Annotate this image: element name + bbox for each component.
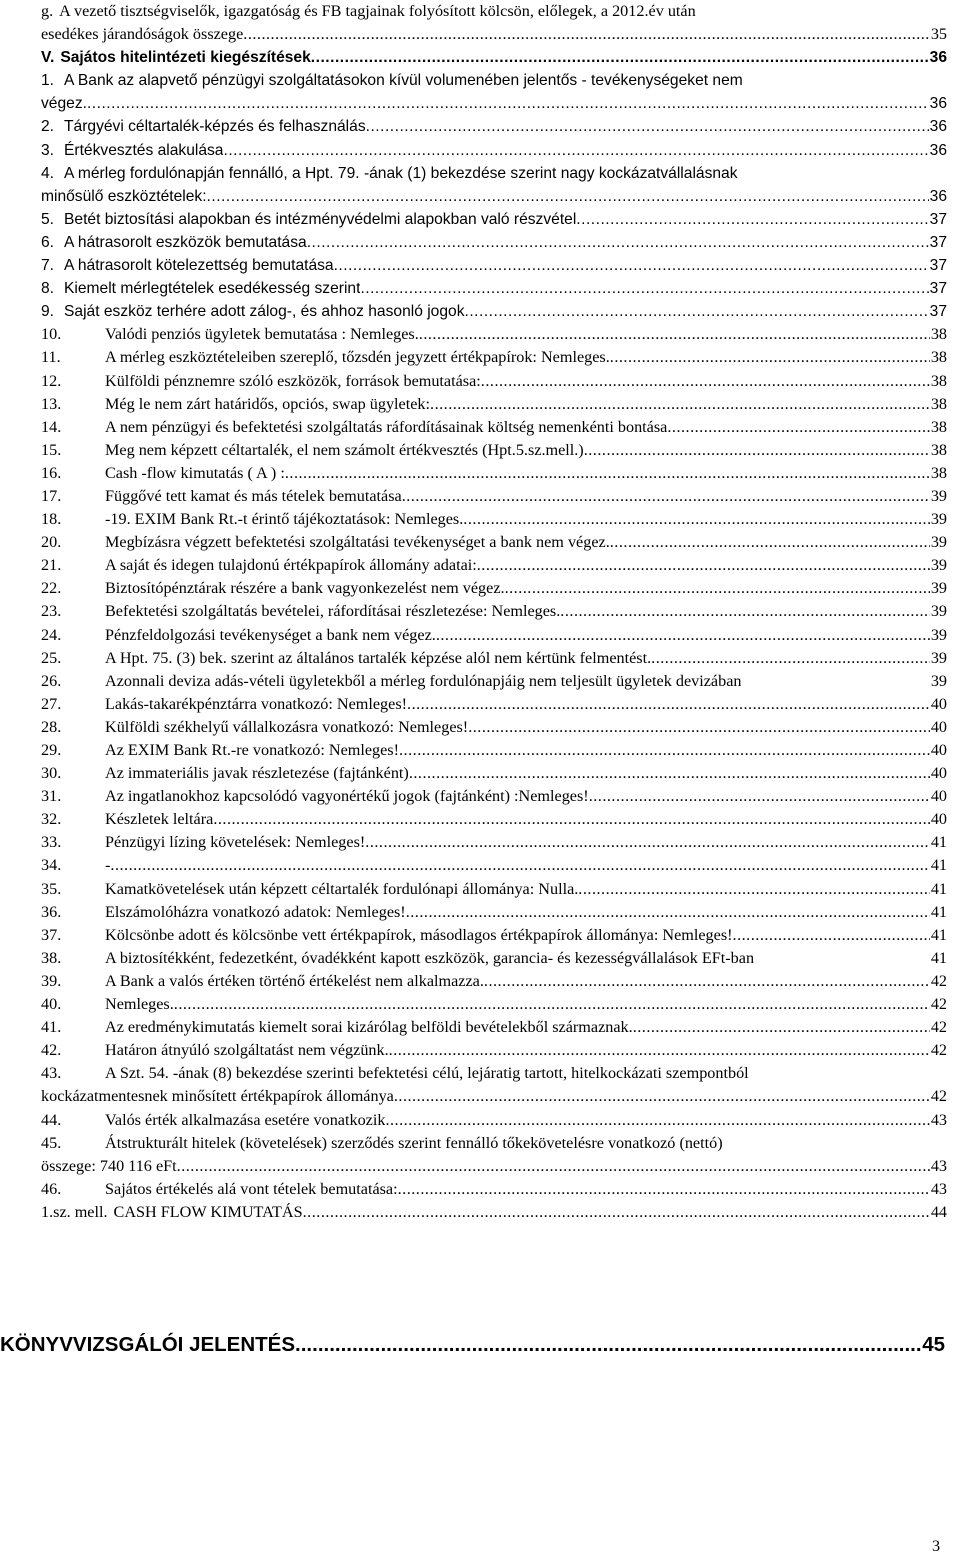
- toc-entry-title: Sajátos értékelés alá vont tételek bemutatása:: [105, 1179, 398, 1198]
- toc-entry-number: 6.: [41, 233, 55, 251]
- toc-entry[interactable]: [41, 600, 947, 623]
- toc-entry[interactable]: [41, 993, 947, 1016]
- toc-entry-page: 42: [930, 971, 947, 990]
- leader-dots: [633, 1016, 930, 1039]
- toc-entry-page: 40: [930, 694, 947, 713]
- toc-entry-title: A Hpt. 75. (3) bek. szerint az általános tartalék képzése alól nem kértünk felmentést.: [105, 648, 652, 667]
- leader-dots: [285, 462, 930, 485]
- leader-dots: [465, 300, 929, 323]
- toc-entry-title: A Szt. 54. -ának (8) bekezdése szerinti befektetési célú, lejáratig tartott, hitelkockázati szempontból: [105, 1064, 749, 1083]
- toc-entry[interactable]: [41, 346, 947, 369]
- leader-dots: [174, 993, 930, 1016]
- leader-dots: [733, 924, 930, 947]
- toc-entry-number: 26.: [41, 671, 62, 690]
- leader-dots: [385, 1109, 929, 1132]
- leader-dots: [419, 323, 930, 346]
- toc-entry-title: A Bank a valós értéken történő értékelést nem alkalmazza.: [105, 971, 484, 990]
- leader-dots: [651, 647, 930, 670]
- toc-entry-title: -19. EXIM Bank Rt.-t érintő tájékoztatások: Nemleges.: [105, 510, 464, 529]
- toc-entry-number: g.: [41, 2, 54, 20]
- toc-entry-page: 39: [930, 486, 947, 505]
- toc-entry[interactable]: [41, 739, 947, 762]
- leader-dots: [407, 693, 930, 716]
- toc-entry-number: 18.: [41, 510, 62, 529]
- toc-entry-number: 2.: [41, 118, 55, 136]
- leader-dots: [207, 185, 929, 208]
- toc-entry-number: 1.sz. mell.: [41, 1202, 108, 1221]
- toc-entry-title: Kölcsönbe adott és kölcsönbe vett értékpapírok, másodlagos értékpapírok állománya: Nemleges!: [105, 925, 733, 944]
- leader-dots: [578, 878, 930, 901]
- toc-entry-number: 41.: [41, 1018, 62, 1037]
- toc-entry-number: 23.: [41, 602, 62, 621]
- toc-entry-page: 38: [930, 325, 947, 344]
- toc-entry-title-continuation: esedékes járandóságok összege: [41, 25, 244, 44]
- toc-entry-title: Átstrukturált hitelek (követelések) szerződés szerint fennálló tőkekövetelésre vonatkozó (nettó): [105, 1133, 723, 1152]
- toc-entry[interactable]: [41, 924, 947, 947]
- toc-entry-title: Az ingatlanokhoz kapcsolódó vagyonértékű jogok (fajtánként) :Nemleges!: [105, 787, 589, 806]
- toc-entry-page: 43: [930, 1110, 947, 1129]
- leader-dots: [667, 416, 929, 439]
- leader-dots: [360, 277, 928, 300]
- toc-entry-page: 42: [930, 995, 947, 1014]
- toc-entry-page: 44: [930, 1202, 947, 1221]
- toc-entry-number: 28.: [41, 717, 62, 736]
- toc-entry-page: 39: [930, 648, 947, 667]
- toc-entry-page: 36: [929, 118, 947, 136]
- toc-entry-number: 8.: [41, 280, 55, 298]
- toc-entry-page: 42: [930, 1041, 947, 1060]
- toc-entry[interactable]: [41, 947, 947, 970]
- toc-entry-page: 41: [930, 833, 947, 852]
- leader-dots: [463, 508, 930, 531]
- toc-entry[interactable]: [41, 439, 947, 462]
- toc-entry-title: A mérleg eszköztételeiben szereplő, tőzsdén jegyzett értékpapírok: Nemleges.: [105, 348, 610, 367]
- leader-dots: [402, 485, 930, 508]
- toc-entry-page: 39: [930, 579, 947, 598]
- leader-dots: [610, 531, 930, 554]
- toc-entry[interactable]: [41, 716, 947, 739]
- toc-entry-page: 41: [930, 856, 947, 875]
- toc-entry-page: 39: [930, 602, 947, 621]
- toc-entry-number: 5.: [41, 210, 55, 228]
- toc-entry[interactable]: [41, 831, 947, 854]
- toc-entry-page: 41: [930, 902, 947, 921]
- toc-entry-title: A Bank az alapvető pénzügyi szolgáltatásokon kívül volumenében jelentős - tevékenységeket nem: [64, 72, 743, 90]
- toc-entry-page: 40: [930, 787, 947, 806]
- toc-entry[interactable]: [41, 1062, 947, 1108]
- toc-entry-number: 27.: [41, 694, 62, 713]
- toc-entry-number: 3.: [41, 141, 55, 159]
- toc-entry-number: 12.: [41, 371, 62, 390]
- toc-entry-page: 40: [930, 810, 947, 829]
- toc-entry-number: 36.: [41, 902, 62, 921]
- toc-entry-title: A biztosítékként, fedezetként, óvadékként kapott eszközök, garancia- és kezességvállalások EFt-ban: [105, 948, 755, 967]
- leader-dots: [406, 901, 930, 924]
- toc-entry-page: 41: [930, 925, 947, 944]
- toc-entry-page: 39: [930, 671, 947, 690]
- toc-entry-title-continuation: összege: 740 116 eFt: [41, 1156, 177, 1175]
- toc-entry-number: 13.: [41, 394, 62, 413]
- toc-entry-number: 22.: [41, 579, 62, 598]
- toc-entry[interactable]: [41, 416, 947, 439]
- toc-entry-page: 39: [930, 533, 947, 552]
- toc-entry-page: 40: [930, 741, 947, 759]
- toc-entry-page: 38: [930, 371, 947, 390]
- toc-entry[interactable]: [41, 162, 947, 208]
- toc-entry-title: Az EXIM Bank Rt.-re vonatkozó: Nemleges!: [105, 741, 399, 759]
- toc-entry[interactable]: [41, 808, 947, 831]
- toc-entry[interactable]: [41, 323, 947, 346]
- leader-dots: [307, 231, 929, 254]
- toc-entry-page: 43: [930, 1156, 947, 1175]
- toc-entry-page: 35: [930, 25, 947, 44]
- toc-entry-title-continuation: minősülő eszköztételek:: [41, 187, 207, 205]
- toc-entry-number: 46.: [41, 1179, 62, 1198]
- toc-entry-title: Valós érték alkalmazása esetére vonatkozik: [105, 1110, 386, 1129]
- toc-entry-page: 37: [929, 233, 947, 251]
- toc-entry[interactable]: [41, 208, 947, 231]
- toc-entry-title: A mérleg fordulónapján fennálló, a Hpt. 79. -ának (1) bekezdése szerint nagy kockázatvállalásnak: [64, 164, 738, 182]
- leader-dots: [399, 739, 930, 762]
- toc-entry[interactable]: [41, 1039, 947, 1062]
- toc-entry[interactable]: [41, 785, 947, 808]
- leader-dots: [430, 393, 930, 416]
- leader-dots: [477, 554, 930, 577]
- toc-entry[interactable]: [41, 878, 947, 901]
- toc-entry-title: Biztosítópénztárak részére a bank vagyonkezelést nem végez.: [105, 579, 505, 598]
- toc-entry[interactable]: [41, 254, 947, 277]
- toc-entry-number: 25.: [41, 648, 62, 667]
- toc-entry-title: Valódi penziós ügyletek bemutatása : Nemleges.: [105, 325, 419, 344]
- toc-entry[interactable]: [41, 531, 947, 554]
- leader-dots: [409, 762, 930, 785]
- toc-entry[interactable]: [41, 647, 947, 670]
- toc-entry-number: 33.: [41, 833, 62, 852]
- leader-dots: [334, 254, 929, 277]
- leader-dots: [394, 1085, 930, 1108]
- toc-entry-page: 38: [930, 394, 947, 413]
- toc-entry-number: 11.: [41, 348, 61, 367]
- toc-entry[interactable]: [41, 462, 947, 485]
- leader-dots: [223, 139, 928, 162]
- toc-entry[interactable]: [41, 970, 947, 993]
- toc-entry[interactable]: [41, 277, 947, 300]
- toc-entry-title-continuation: végez.: [41, 95, 87, 113]
- toc-entry-title: Értékvesztés alakulása: [64, 141, 224, 159]
- toc-entry-title: CASH FLOW KIMUTATÁS: [113, 1202, 303, 1221]
- toc-entry-page: 36: [929, 49, 947, 67]
- toc-entry-title: Még le nem zárt határidős, opciós, swap ügyletek:: [105, 394, 431, 413]
- toc-entry[interactable]: [41, 370, 947, 393]
- toc-entry-number: V.: [41, 49, 55, 67]
- toc-entry-number: 14.: [41, 417, 62, 436]
- toc-entry-number: 30.: [41, 764, 62, 783]
- toc-entry-page: 39: [930, 556, 947, 575]
- toc-entry-page: 36: [929, 95, 947, 113]
- toc-entry-number: 37.: [41, 925, 62, 944]
- toc-entry[interactable]: [41, 1178, 947, 1201]
- leader-dots: [295, 1330, 921, 1360]
- leader-dots: [213, 808, 930, 831]
- leader-dots: [481, 370, 930, 393]
- toc-entry-title: Külföldi pénznemre szóló eszközök, források bemutatása:: [105, 371, 481, 390]
- toc-entry-title: Készletek leltára: [105, 810, 214, 829]
- leader-dots: [110, 854, 929, 877]
- leader-dots: [589, 785, 930, 808]
- toc-entry-page: 42: [930, 1018, 947, 1037]
- leader-dots: [468, 716, 930, 739]
- toc-entry-number: 16.: [41, 463, 62, 482]
- toc-entry-title: Sajátos hitelintézeti kiegészítések: [60, 49, 311, 67]
- toc-entry-number: 39.: [41, 971, 62, 990]
- toc-entry-number: 45.: [41, 1133, 62, 1152]
- toc-entry[interactable]: [41, 0, 947, 46]
- toc-entry-number: 44.: [41, 1110, 62, 1129]
- toc-entry-number: 29.: [41, 741, 62, 759]
- audit-report-page: 45: [922, 1333, 945, 1356]
- toc-entry[interactable]: [41, 46, 947, 69]
- toc-entry[interactable]: [41, 393, 947, 416]
- toc-entry-title: A hátrasorolt eszközök bemutatása: [64, 233, 307, 251]
- toc-entry-title: Kamatkövetelések után képzett céltartalék fordulónapi állománya: Nulla.: [105, 879, 579, 898]
- toc-entry-page: 37: [929, 280, 947, 298]
- toc-entry[interactable]: [41, 901, 947, 924]
- toc-entry[interactable]: [41, 485, 947, 508]
- toc-entry-title: Pénzügyi lízing követelések: Nemleges!: [105, 833, 366, 852]
- toc-entry-number: 10.: [41, 325, 62, 344]
- toc-entry-title: Meg nem képzett céltartalék, el nem számolt értékvesztés (Hpt.5.sz.mell.): [105, 440, 584, 459]
- toc-entry[interactable]: [41, 762, 947, 785]
- leader-dots: [398, 1178, 930, 1201]
- leader-dots: [584, 439, 930, 462]
- toc-entry-title: Megbízásra végzett befektetési szolgáltatási tevékenységet a bank nem végez.: [105, 533, 610, 552]
- toc-entry[interactable]: [41, 1201, 947, 1224]
- toc-entry[interactable]: [41, 1132, 947, 1178]
- leader-dots: [311, 46, 929, 69]
- toc-entry-title: Tárgyévi céltartalék-képzés és felhasználás: [64, 118, 366, 136]
- toc-entry-number: 42.: [41, 1041, 62, 1060]
- toc-entry-title: Az immateriális javak részletezése (fajtánként): [105, 764, 409, 783]
- toc-entry-number: 43.: [41, 1064, 62, 1083]
- toc-entry-title: Pénzfeldolgozási tevékenységet a bank nem végez.: [105, 625, 436, 644]
- toc-entry-title: Cash -flow kimutatás ( A ) :: [105, 463, 285, 482]
- toc-entry-number: 1.: [41, 72, 55, 90]
- toc-entry[interactable]: [41, 508, 947, 531]
- leader-dots: [576, 208, 928, 231]
- toc-entry-page: 41: [930, 948, 947, 967]
- leader-dots: [610, 346, 930, 369]
- toc-entry-number: 15.: [41, 440, 62, 459]
- toc-entry-title: Nemleges.: [105, 995, 174, 1014]
- toc-entry-page: 38: [930, 463, 947, 482]
- leader-dots: [505, 577, 930, 600]
- leader-dots: [243, 23, 930, 46]
- toc-entry-number: 21.: [41, 556, 62, 575]
- toc-entry-page: 39: [930, 510, 947, 529]
- toc-entry-title: Lakás-takarékpénztárra vonatkozó: Nemleges!: [105, 694, 408, 713]
- toc-entry-page: 38: [930, 348, 947, 367]
- leader-dots: [436, 624, 930, 647]
- toc-entry-page: 36: [929, 187, 947, 205]
- toc-entry-page: 42: [930, 1087, 947, 1106]
- toc-entry-title: -: [105, 856, 111, 875]
- toc-entry-number: 4.: [41, 164, 55, 182]
- toc-entry-page: 39: [930, 625, 947, 644]
- leader-dots: [365, 831, 930, 854]
- toc-entry[interactable]: [41, 1016, 947, 1039]
- toc-entry-page: 38: [930, 417, 947, 436]
- toc-entry-title: Befektetési szolgáltatás bevételei, ráfordításai részletezése: Nemleges.: [105, 602, 561, 621]
- leader-dots: [560, 600, 930, 623]
- toc-entry-number: 34.: [41, 856, 62, 875]
- toc-entry-number: 9.: [41, 303, 55, 321]
- toc-entry-title-continuation: kockázatmentesnek minősített értékpapírok állománya: [41, 1087, 394, 1106]
- toc-entry-title: A nem pénzügyi és befektetési szolgáltatás ráfordításainak költség nemenkénti bontása: [105, 417, 668, 436]
- toc-entry-page: 38: [930, 440, 947, 459]
- toc-entry-page: 40: [930, 764, 947, 783]
- toc-entry[interactable]: [41, 139, 947, 162]
- toc-entry-number: 20.: [41, 533, 62, 552]
- toc-entry-title: Azonnali deviza adás-vételi ügyletekből a mérleg fordulónapjáig nem teljesült ügyletek devizában: [105, 671, 742, 690]
- toc-entry[interactable]: [41, 693, 947, 716]
- toc-entry-page: 41: [930, 879, 947, 898]
- toc-entry[interactable]: [41, 69, 947, 115]
- audit-report-entry[interactable]: [0, 1330, 945, 1360]
- toc-entry-title: Külföldi székhelyű vállalkozásra vonatkozó: Nemleges!: [105, 717, 469, 736]
- leader-dots: [366, 115, 929, 138]
- table-of-contents: [41, 0, 947, 1224]
- leader-dots: [303, 1201, 930, 1224]
- toc-entry-title: A saját és idegen tulajdonú értékpapírok állomány adatai:: [105, 556, 477, 575]
- toc-entry-title: A vezető tisztségviselők, igazgatóság és FB tagjainak folyósított kölcsön, előlegek, a 2012.év után: [59, 2, 696, 20]
- toc-entry[interactable]: [41, 854, 947, 877]
- toc-entry-number: 31.: [41, 787, 62, 806]
- toc-entry-page: 40: [930, 717, 947, 736]
- toc-entry-page: 36: [929, 141, 947, 159]
- toc-entry-page: 37: [929, 303, 947, 321]
- audit-report-title: KÖNYVVIZSGÁLÓI JELENTÉS: [0, 1333, 296, 1356]
- leader-dots: [484, 970, 930, 993]
- page-number: 3: [932, 1537, 941, 1555]
- toc-entry-title: Kiemelt mérlegtételek esedékesség szerint: [64, 280, 361, 298]
- toc-entry-title: Az eredménykimutatás kiemelt sorai kizárólag belföldi bevételekből származnak.: [105, 1018, 633, 1037]
- toc-entry-title: Saját eszköz terhére adott zálog-, és ahhoz hasonló jogok: [64, 303, 465, 321]
- toc-entry[interactable]: [41, 115, 947, 138]
- toc-entry-title: Függővé tett kamat és más tételek bemutatása: [105, 486, 402, 505]
- leader-dots: [87, 92, 929, 115]
- toc-entry-number: 24.: [41, 625, 62, 644]
- toc-entry-number: 32.: [41, 810, 62, 829]
- toc-entry-title: Határon átnyúló szolgáltatást nem végzünk.: [105, 1041, 389, 1060]
- toc-entry-number: 40.: [41, 995, 62, 1014]
- toc-entry-title: Betét biztosítási alapokban és intézményvédelmi alapokban való részvétel: [64, 210, 577, 228]
- toc-entry-page: 37: [929, 210, 947, 228]
- toc-entry-number: 38.: [41, 948, 62, 967]
- toc-entry[interactable]: [41, 231, 947, 254]
- toc-entry[interactable]: [41, 624, 947, 647]
- toc-entry-number: 17.: [41, 486, 62, 505]
- toc-entry[interactable]: [41, 1109, 947, 1132]
- toc-entry[interactable]: [41, 300, 947, 323]
- toc-entry-number: 7.: [41, 257, 55, 275]
- toc-entry[interactable]: [41, 554, 947, 577]
- leader-dots: [177, 1155, 930, 1178]
- toc-entry-title: A hátrasorolt kötelezettség bemutatása: [64, 257, 334, 275]
- leader-dots: [389, 1039, 930, 1062]
- toc-entry[interactable]: [41, 670, 947, 693]
- toc-entry-title: Elszámolóházra vonatkozó adatok: Nemleges!: [105, 902, 406, 921]
- toc-entry-number: 35.: [41, 879, 62, 898]
- toc-entry[interactable]: [41, 577, 947, 600]
- toc-entry-page: 43: [930, 1179, 947, 1198]
- toc-entry-page: 37: [929, 257, 947, 275]
